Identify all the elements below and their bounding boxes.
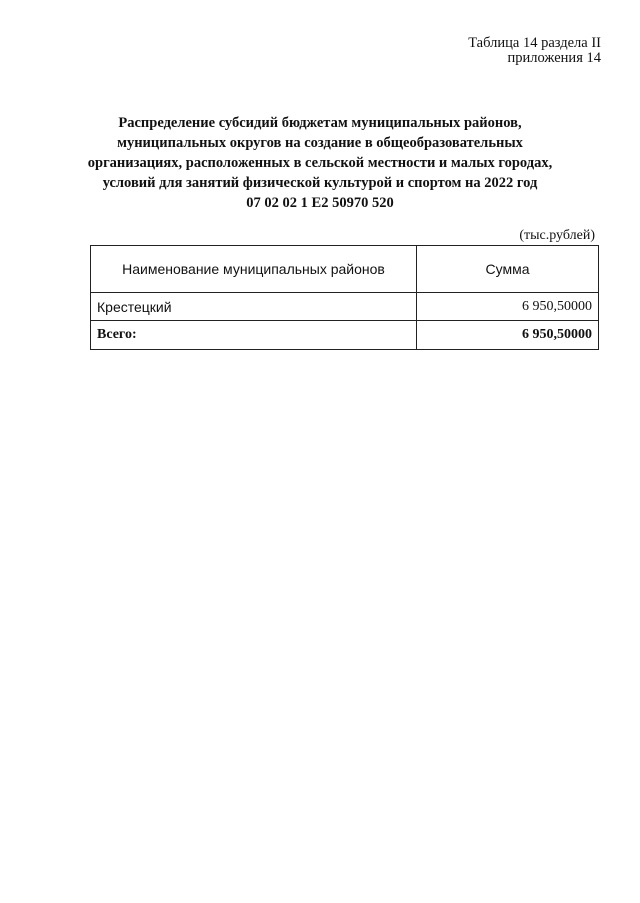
subsidy-table bbox=[90, 245, 599, 350]
table-row bbox=[91, 293, 599, 321]
column-header-sum: Сумма bbox=[417, 246, 599, 293]
district-sum: 6 950,50000 bbox=[417, 293, 599, 321]
title-line-4: условий для занятий физической культурой и спортом на 2022 год bbox=[102, 175, 538, 191]
document-title bbox=[60, 113, 580, 213]
page-reference-line-2: приложения 14 bbox=[507, 50, 601, 66]
title-line-2: муниципальных округов на создание в общеобразовательных bbox=[117, 135, 523, 151]
table-header-row bbox=[91, 246, 599, 293]
budget-code: 07 02 02 1 Е2 50970 520 bbox=[246, 195, 394, 211]
total-label: Всего: bbox=[91, 321, 417, 350]
title-line-3: организациях, расположенных в сельской местности и малых городах, bbox=[87, 155, 553, 171]
page-reference bbox=[468, 36, 601, 66]
page-reference-line-1: Таблица 14 раздела II bbox=[468, 35, 601, 51]
district-name: Крестецкий bbox=[91, 293, 417, 321]
unit-label: (тыс.рублей) bbox=[519, 228, 595, 243]
total-sum: 6 950,50000 bbox=[417, 321, 599, 350]
title-line-1: Распределение субсидий бюджетам муниципальных районов, bbox=[118, 115, 522, 131]
column-header-name: Наименование муниципальных районов bbox=[91, 246, 417, 293]
table-total-row bbox=[91, 321, 599, 350]
